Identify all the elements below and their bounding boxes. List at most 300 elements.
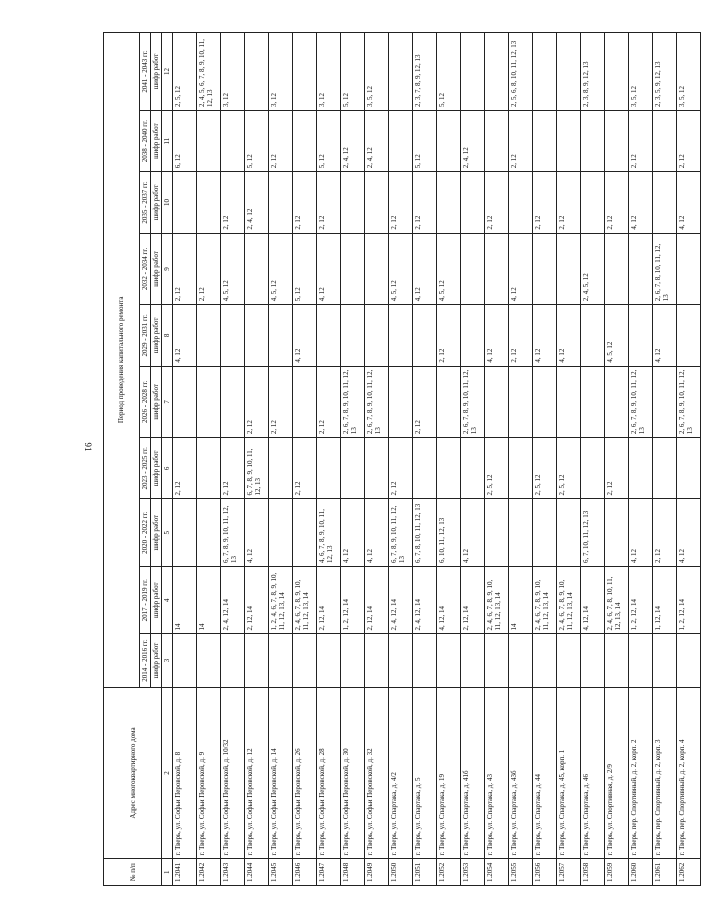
- work-code-cell: [557, 499, 581, 566]
- work-code-cell: 14: [197, 566, 221, 633]
- header-period: 2038 - 2040 гг.: [140, 110, 151, 171]
- row-number: 1.2048: [341, 859, 365, 886]
- row-number: 1.2045: [269, 859, 293, 886]
- work-code-cell: 2, 12: [245, 366, 269, 438]
- work-code-cell: [533, 499, 557, 566]
- work-code-cell: 2, 5, 12: [485, 438, 509, 499]
- work-code-cell: 2, 12: [221, 172, 245, 233]
- work-code-cell: [533, 233, 557, 305]
- work-code-cell: 6, 12: [173, 110, 197, 171]
- work-code-cell: [173, 366, 197, 438]
- work-code-cell: 2, 4, 12: [245, 172, 269, 233]
- work-code-cell: [461, 33, 485, 111]
- work-code-cell: 2, 6, 7, 8, 9, 10, 11, 12, 13: [629, 366, 653, 438]
- work-code-cell: 6, 7, 8, 9, 10, 11, 12, 13: [389, 499, 413, 566]
- work-code-cell: 3, 12: [221, 33, 245, 111]
- row-number: 1.2058: [581, 859, 605, 886]
- work-code-cell: 2, 12, 14: [317, 566, 341, 633]
- work-code-cell: [293, 499, 317, 566]
- work-code-cell: 4, 12: [341, 499, 365, 566]
- work-code-cell: 4, 12: [677, 172, 701, 233]
- work-code-cell: [245, 305, 269, 366]
- work-code-cell: [173, 172, 197, 233]
- work-code-cell: [437, 110, 461, 171]
- work-code-cell: 5, 12: [437, 33, 461, 111]
- work-code-cell: 2, 4, 6, 7, 8, 9, 10, 11, 12, 13, 14: [533, 566, 557, 633]
- row-address: г. Тверь, ул. Спартака, д. 5: [413, 687, 437, 859]
- work-code-cell: [413, 634, 437, 687]
- work-code-cell: 4, 5, 12: [221, 233, 245, 305]
- work-code-cell: 4, 12: [365, 499, 389, 566]
- header-period: 2041 - 2043 гг.: [140, 33, 151, 111]
- work-code-cell: 3, 12: [269, 33, 293, 111]
- header-index-row: [162, 33, 173, 886]
- work-code-cell: [677, 634, 701, 687]
- header-column-index: 1: [162, 859, 173, 886]
- work-code-cell: 6, 7, 10, 11, 12, 13: [581, 499, 605, 566]
- header-period: 2035 - 2037 гг.: [140, 172, 151, 233]
- work-code-cell: [269, 438, 293, 499]
- work-code-cell: 2, 4, 12: [365, 110, 389, 171]
- row-address: г. Тверь, ул. Спартака, д. 41б: [461, 687, 485, 859]
- row-number: 1.2046: [293, 859, 317, 886]
- work-code-cell: 2, 12: [389, 438, 413, 499]
- work-code-cell: 6, 7, 8, 10, 11, 12, 13: [413, 499, 437, 566]
- work-code-cell: 2, 4, 12: [341, 110, 365, 171]
- row-address: г. Тверь, ул. Софьи Перовской, д. 10/32: [221, 687, 245, 859]
- work-code-cell: [653, 172, 677, 233]
- work-code-cell: [197, 634, 221, 687]
- table-row: [173, 33, 197, 886]
- row-address: г. Тверь, ул. Спартака, д. 4/2: [389, 687, 413, 859]
- table-row: [677, 33, 701, 886]
- header-column-index: 8: [162, 305, 173, 366]
- work-code-cell: [509, 366, 533, 438]
- work-code-cell: [221, 634, 245, 687]
- work-code-cell: [293, 33, 317, 111]
- repair-schedule-table: [103, 32, 701, 886]
- work-code-cell: 2, 12: [293, 172, 317, 233]
- work-code-cell: 3, 5, 12: [677, 33, 701, 111]
- work-code-cell: 1, 2, 12, 14: [677, 566, 701, 633]
- row-address: г. Тверь, ул. Спартака, д. 44: [533, 687, 557, 859]
- row-address: г. Тверь, ул. Спартака, д. 19: [437, 687, 461, 859]
- work-code-cell: [629, 305, 653, 366]
- work-code-cell: [293, 110, 317, 171]
- header-work-code: шифр работ: [151, 566, 162, 633]
- work-code-cell: 4, 12: [413, 233, 437, 305]
- work-code-cell: [341, 305, 365, 366]
- work-code-cell: [581, 305, 605, 366]
- table-row: [533, 33, 557, 886]
- row-number: 1.2054: [485, 859, 509, 886]
- work-code-cell: [173, 499, 197, 566]
- work-code-cell: [341, 634, 365, 687]
- work-code-cell: [581, 110, 605, 171]
- work-code-cell: 2, 12: [437, 305, 461, 366]
- row-number: 1.2059: [605, 859, 629, 886]
- work-code-cell: [293, 634, 317, 687]
- table-row: [629, 33, 653, 886]
- row-number: 1.2042: [197, 859, 221, 886]
- header-number: № п/п: [104, 859, 162, 886]
- work-code-cell: [173, 634, 197, 687]
- work-code-cell: [269, 634, 293, 687]
- work-code-cell: 1, 2, 12, 14: [341, 566, 365, 633]
- work-code-cell: [557, 634, 581, 687]
- work-code-cell: [485, 110, 509, 171]
- work-code-cell: 4, 12: [509, 233, 533, 305]
- work-code-cell: [509, 172, 533, 233]
- work-code-cell: 2, 12: [605, 438, 629, 499]
- work-code-cell: 4, 12: [461, 499, 485, 566]
- work-code-cell: 4, 5, 12: [437, 233, 461, 305]
- work-code-cell: 2, 12, 14: [245, 566, 269, 633]
- work-code-cell: 2, 12: [293, 438, 317, 499]
- work-code-cell: 2, 12: [605, 172, 629, 233]
- work-code-cell: 2, 12, 14: [365, 566, 389, 633]
- work-code-cell: [605, 110, 629, 171]
- work-code-cell: [197, 366, 221, 438]
- table-row: [437, 33, 461, 886]
- row-number: 1.2049: [365, 859, 389, 886]
- work-code-cell: [629, 438, 653, 499]
- table-body: [173, 33, 701, 886]
- work-code-cell: 4, 12: [629, 172, 653, 233]
- header-period-group: Период проведения капитального ремонта: [104, 33, 140, 688]
- work-code-cell: [317, 634, 341, 687]
- header-address: Адрес многоквартирного дома: [104, 687, 162, 859]
- work-code-cell: [389, 110, 413, 171]
- work-code-cell: 5, 12: [413, 110, 437, 171]
- work-code-cell: 2, 4, 6, 7, 8, 9, 10, 11, 12, 13, 14: [485, 566, 509, 633]
- work-code-cell: [605, 233, 629, 305]
- row-address: г. Тверь, ул. Софьи Перовской, д. 9: [197, 687, 221, 859]
- work-code-cell: [605, 33, 629, 111]
- work-code-cell: 2, 12: [173, 438, 197, 499]
- work-code-cell: [221, 366, 245, 438]
- work-code-cell: 2, 5, 12: [533, 438, 557, 499]
- work-code-cell: [437, 366, 461, 438]
- work-code-cell: [389, 305, 413, 366]
- work-code-cell: [485, 366, 509, 438]
- work-code-cell: [557, 33, 581, 111]
- row-address: г. Тверь, пер. Спортивный, д. 2, корп. 4: [677, 687, 701, 859]
- work-code-cell: [269, 499, 293, 566]
- work-code-cell: [197, 438, 221, 499]
- header-column-index: 12: [162, 33, 173, 111]
- work-code-cell: [437, 438, 461, 499]
- work-code-cell: [653, 366, 677, 438]
- table-row: [269, 33, 293, 886]
- work-code-cell: 4, 12: [629, 499, 653, 566]
- work-code-cell: 1, 2, 12, 14: [629, 566, 653, 633]
- table-row: [293, 33, 317, 886]
- work-code-cell: 2, 4, 12, 14: [389, 566, 413, 633]
- work-code-cell: [605, 499, 629, 566]
- header-work-code: шифр работ: [151, 305, 162, 366]
- work-code-cell: 5, 12: [317, 110, 341, 171]
- row-number: 1.2055: [509, 859, 533, 886]
- row-number: 1.2056: [533, 859, 557, 886]
- work-code-cell: 2, 6, 7, 8, 9, 10, 11, 12, 13: [365, 366, 389, 438]
- row-address: г. Тверь, пер. Спортивный, д. 2, корп. 2: [629, 687, 653, 859]
- work-code-cell: 2, 12: [509, 305, 533, 366]
- row-address: г. Тверь, пер. Спортивный, д. 2, корп. 3: [653, 687, 677, 859]
- work-code-cell: [317, 305, 341, 366]
- work-code-cell: [605, 366, 629, 438]
- row-number: 1.2051: [413, 859, 437, 886]
- work-code-cell: [365, 305, 389, 366]
- work-code-cell: 2, 6, 7, 8, 9, 10, 11, 12, 13: [461, 366, 485, 438]
- row-address: г. Тверь, ул. Спартака, д. 43: [485, 687, 509, 859]
- header-work-code: шифр работ: [151, 233, 162, 305]
- work-code-cell: 2, 12: [533, 172, 557, 233]
- row-number: 1.2060: [629, 859, 653, 886]
- header-period: 2026 - 2028 гг.: [140, 366, 151, 438]
- work-code-cell: 2, 4, 5, 12: [581, 233, 605, 305]
- work-code-cell: 3, 5, 12: [629, 33, 653, 111]
- work-code-cell: 2, 12: [317, 366, 341, 438]
- work-code-cell: [365, 172, 389, 233]
- work-code-cell: [389, 366, 413, 438]
- rotated-table-wrapper: [103, 32, 695, 886]
- header-period: 2020 - 2022 гг.: [140, 499, 151, 566]
- work-code-cell: 4, 12: [293, 305, 317, 366]
- work-code-cell: [533, 110, 557, 171]
- work-code-cell: [485, 33, 509, 111]
- work-code-cell: 2, 12: [173, 233, 197, 305]
- work-code-cell: [509, 438, 533, 499]
- work-code-cell: 2, 4, 6, 7, 8, 10, 11, 12, 13, 14: [605, 566, 629, 633]
- work-code-cell: 3, 12: [317, 33, 341, 111]
- table-row: [389, 33, 413, 886]
- work-code-cell: [389, 33, 413, 111]
- work-code-cell: [509, 634, 533, 687]
- work-code-cell: [461, 634, 485, 687]
- row-address: г. Тверь, ул. Спортивная, д. 2/9: [605, 687, 629, 859]
- work-code-cell: [365, 233, 389, 305]
- work-code-cell: [485, 499, 509, 566]
- header-work-code: шифр работ: [151, 110, 162, 171]
- header-work-code: шифр работ: [151, 366, 162, 438]
- work-code-cell: 2, 12: [509, 110, 533, 171]
- header-column-index: 2: [162, 687, 173, 859]
- header-period: 2029 - 2031 гг.: [140, 305, 151, 366]
- table-row: [221, 33, 245, 886]
- table-row: [317, 33, 341, 886]
- row-number: 1.2041: [173, 859, 197, 886]
- work-code-cell: 4, 12: [485, 305, 509, 366]
- work-code-cell: 6, 7, 8, 9, 10, 11, 12, 13: [221, 499, 245, 566]
- work-code-cell: 5, 12: [341, 33, 365, 111]
- row-number: 1.2047: [317, 859, 341, 886]
- work-code-cell: 4, 6, 7, 8, 9, 10, 11, 12, 13: [317, 499, 341, 566]
- work-code-cell: [317, 438, 341, 499]
- work-code-cell: [677, 233, 701, 305]
- work-code-cell: 4, 12: [677, 499, 701, 566]
- table-row: [509, 33, 533, 886]
- row-number: 1.2057: [557, 859, 581, 886]
- work-code-cell: [197, 172, 221, 233]
- header-work-code: шифр работ: [151, 438, 162, 499]
- work-code-cell: 2, 12: [269, 366, 293, 438]
- work-code-cell: 4, 12, 14: [581, 566, 605, 633]
- work-code-cell: [485, 634, 509, 687]
- work-code-cell: 2, 12: [485, 172, 509, 233]
- table-row: [197, 33, 221, 886]
- work-code-cell: [413, 438, 437, 499]
- work-code-cell: 4, 12: [557, 305, 581, 366]
- work-code-cell: 2, 5, 12: [173, 33, 197, 111]
- work-code-cell: 2, 4, 6, 7, 8, 9, 10, 11, 12, 13, 14: [557, 566, 581, 633]
- row-number: 1.2061: [653, 859, 677, 886]
- work-code-cell: 14: [509, 566, 533, 633]
- work-code-cell: 2, 6, 7, 8, 9, 10, 11, 12, 13: [677, 366, 701, 438]
- work-code-cell: [437, 172, 461, 233]
- work-code-cell: [677, 438, 701, 499]
- work-code-cell: [533, 366, 557, 438]
- work-code-cell: 2, 6, 7, 8, 9, 10, 11, 12, 13: [341, 366, 365, 438]
- row-number: 1.2052: [437, 859, 461, 886]
- work-code-cell: [341, 172, 365, 233]
- header-column-index: 5: [162, 499, 173, 566]
- work-code-cell: 4, 12: [653, 305, 677, 366]
- work-code-cell: 4, 5, 12: [269, 233, 293, 305]
- work-code-cell: [197, 110, 221, 171]
- work-code-cell: 2, 12: [413, 172, 437, 233]
- work-code-cell: [629, 634, 653, 687]
- work-code-cell: [341, 233, 365, 305]
- table-row: [245, 33, 269, 886]
- work-code-cell: [245, 233, 269, 305]
- row-address: г. Тверь, ул. Софьи Перовской, д. 8: [173, 687, 197, 859]
- work-code-cell: [653, 438, 677, 499]
- work-code-cell: 4, 12: [317, 233, 341, 305]
- work-code-cell: 2, 12: [557, 172, 581, 233]
- header-column-index: 7: [162, 366, 173, 438]
- work-code-cell: 4, 12: [533, 305, 557, 366]
- work-code-cell: [221, 110, 245, 171]
- work-code-cell: 2, 4, 12, 14: [221, 566, 245, 633]
- table-row: [557, 33, 581, 886]
- work-code-cell: [365, 634, 389, 687]
- work-code-cell: [533, 634, 557, 687]
- work-code-cell: [581, 634, 605, 687]
- row-number: 1.2044: [245, 859, 269, 886]
- work-code-cell: [269, 172, 293, 233]
- work-code-cell: 2, 12: [389, 172, 413, 233]
- work-code-cell: [413, 305, 437, 366]
- work-code-cell: [581, 172, 605, 233]
- table-row: [605, 33, 629, 886]
- table-row: [365, 33, 389, 886]
- header-period: 2032 - 2034 гг.: [140, 233, 151, 305]
- work-code-cell: 5, 12: [293, 233, 317, 305]
- row-address: г. Тверь, ул. Спартака, д. 46: [581, 687, 605, 859]
- work-code-cell: 2, 4, 12: [461, 110, 485, 171]
- table-row: [485, 33, 509, 886]
- work-code-cell: [269, 305, 293, 366]
- row-address: г. Тверь, ул. Софьи Перовской, д. 14: [269, 687, 293, 859]
- row-address: г. Тверь, ул. Софьи Перовской, д. 30: [341, 687, 365, 859]
- table-row: [581, 33, 605, 886]
- work-code-cell: 6, 10, 11, 12, 13: [437, 499, 461, 566]
- work-code-cell: [653, 634, 677, 687]
- work-code-cell: [653, 110, 677, 171]
- work-code-cell: [197, 305, 221, 366]
- work-code-cell: [557, 110, 581, 171]
- header-column-index: 3: [162, 634, 173, 687]
- work-code-cell: [245, 33, 269, 111]
- header-column-index: 10: [162, 172, 173, 233]
- work-code-cell: 1, 2, 4, 6, 7, 8, 9, 10, 11, 12, 13, 14: [269, 566, 293, 633]
- row-address: г. Тверь, ул. Спартака, д. 43б: [509, 687, 533, 859]
- work-code-cell: 2, 12: [221, 438, 245, 499]
- header-work-code: шифр работ: [151, 33, 162, 111]
- header-work-code: шифр работ: [151, 499, 162, 566]
- header-period: 2017 - 2019 гг.: [140, 566, 151, 633]
- work-code-cell: 2, 12: [317, 172, 341, 233]
- page-number: 91: [83, 442, 93, 452]
- work-code-cell: [461, 233, 485, 305]
- work-code-cell: [485, 233, 509, 305]
- work-code-cell: [461, 172, 485, 233]
- header-work-code: шифр работ: [151, 172, 162, 233]
- work-code-cell: 4, 5, 12: [605, 305, 629, 366]
- work-code-cell: [605, 634, 629, 687]
- row-number: 1.2053: [461, 859, 485, 886]
- work-code-cell: [245, 634, 269, 687]
- work-code-cell: [629, 233, 653, 305]
- row-number: 1.2062: [677, 859, 701, 886]
- table-row: [653, 33, 677, 886]
- work-code-cell: 2, 4, 12, 14: [413, 566, 437, 633]
- row-address: г. Тверь, ул. Спартака, д. 45, корп. 1: [557, 687, 581, 859]
- table-row: [341, 33, 365, 886]
- row-number: 1.2050: [389, 859, 413, 886]
- header-column-index: 6: [162, 438, 173, 499]
- work-code-cell: 2, 12: [677, 110, 701, 171]
- work-code-cell: 14: [173, 566, 197, 633]
- work-code-cell: 2, 5, 12: [557, 438, 581, 499]
- work-code-cell: 6, 7, 8, 9, 10, 11, 12, 13: [245, 438, 269, 499]
- work-code-cell: 2, 4, 5, 6, 7, 8, 9, 10, 11, 12, 13: [197, 33, 221, 111]
- work-code-cell: 2, 12: [653, 499, 677, 566]
- work-code-cell: [557, 233, 581, 305]
- work-code-cell: [533, 33, 557, 111]
- table-row: [461, 33, 485, 886]
- work-code-cell: 2, 3, 5, 9, 12, 13: [653, 33, 677, 111]
- work-code-cell: 2, 3, 8, 9, 12, 13: [581, 33, 605, 111]
- row-address: г. Тверь, ул. Софьи Перовской, д. 32: [365, 687, 389, 859]
- work-code-cell: 2, 12, 14: [461, 566, 485, 633]
- work-code-cell: 2, 4, 6, 7, 8, 9, 10, 11, 12, 13, 14: [293, 566, 317, 633]
- row-address: г. Тверь, ул. Софьи Перовской, д. 28: [317, 687, 341, 859]
- work-code-cell: [557, 366, 581, 438]
- work-code-cell: [437, 634, 461, 687]
- row-address: г. Тверь, ул. Софьи Перовской, д. 12: [245, 687, 269, 859]
- work-code-cell: [509, 499, 533, 566]
- table-row: [413, 33, 437, 886]
- work-code-cell: 2, 12: [629, 110, 653, 171]
- header-work-code: шифр работ: [151, 634, 162, 687]
- work-code-cell: 4, 12, 14: [437, 566, 461, 633]
- work-code-cell: 2, 12: [197, 233, 221, 305]
- work-code-cell: 4, 12: [173, 305, 197, 366]
- work-code-cell: [341, 438, 365, 499]
- work-code-cell: 4, 12: [245, 499, 269, 566]
